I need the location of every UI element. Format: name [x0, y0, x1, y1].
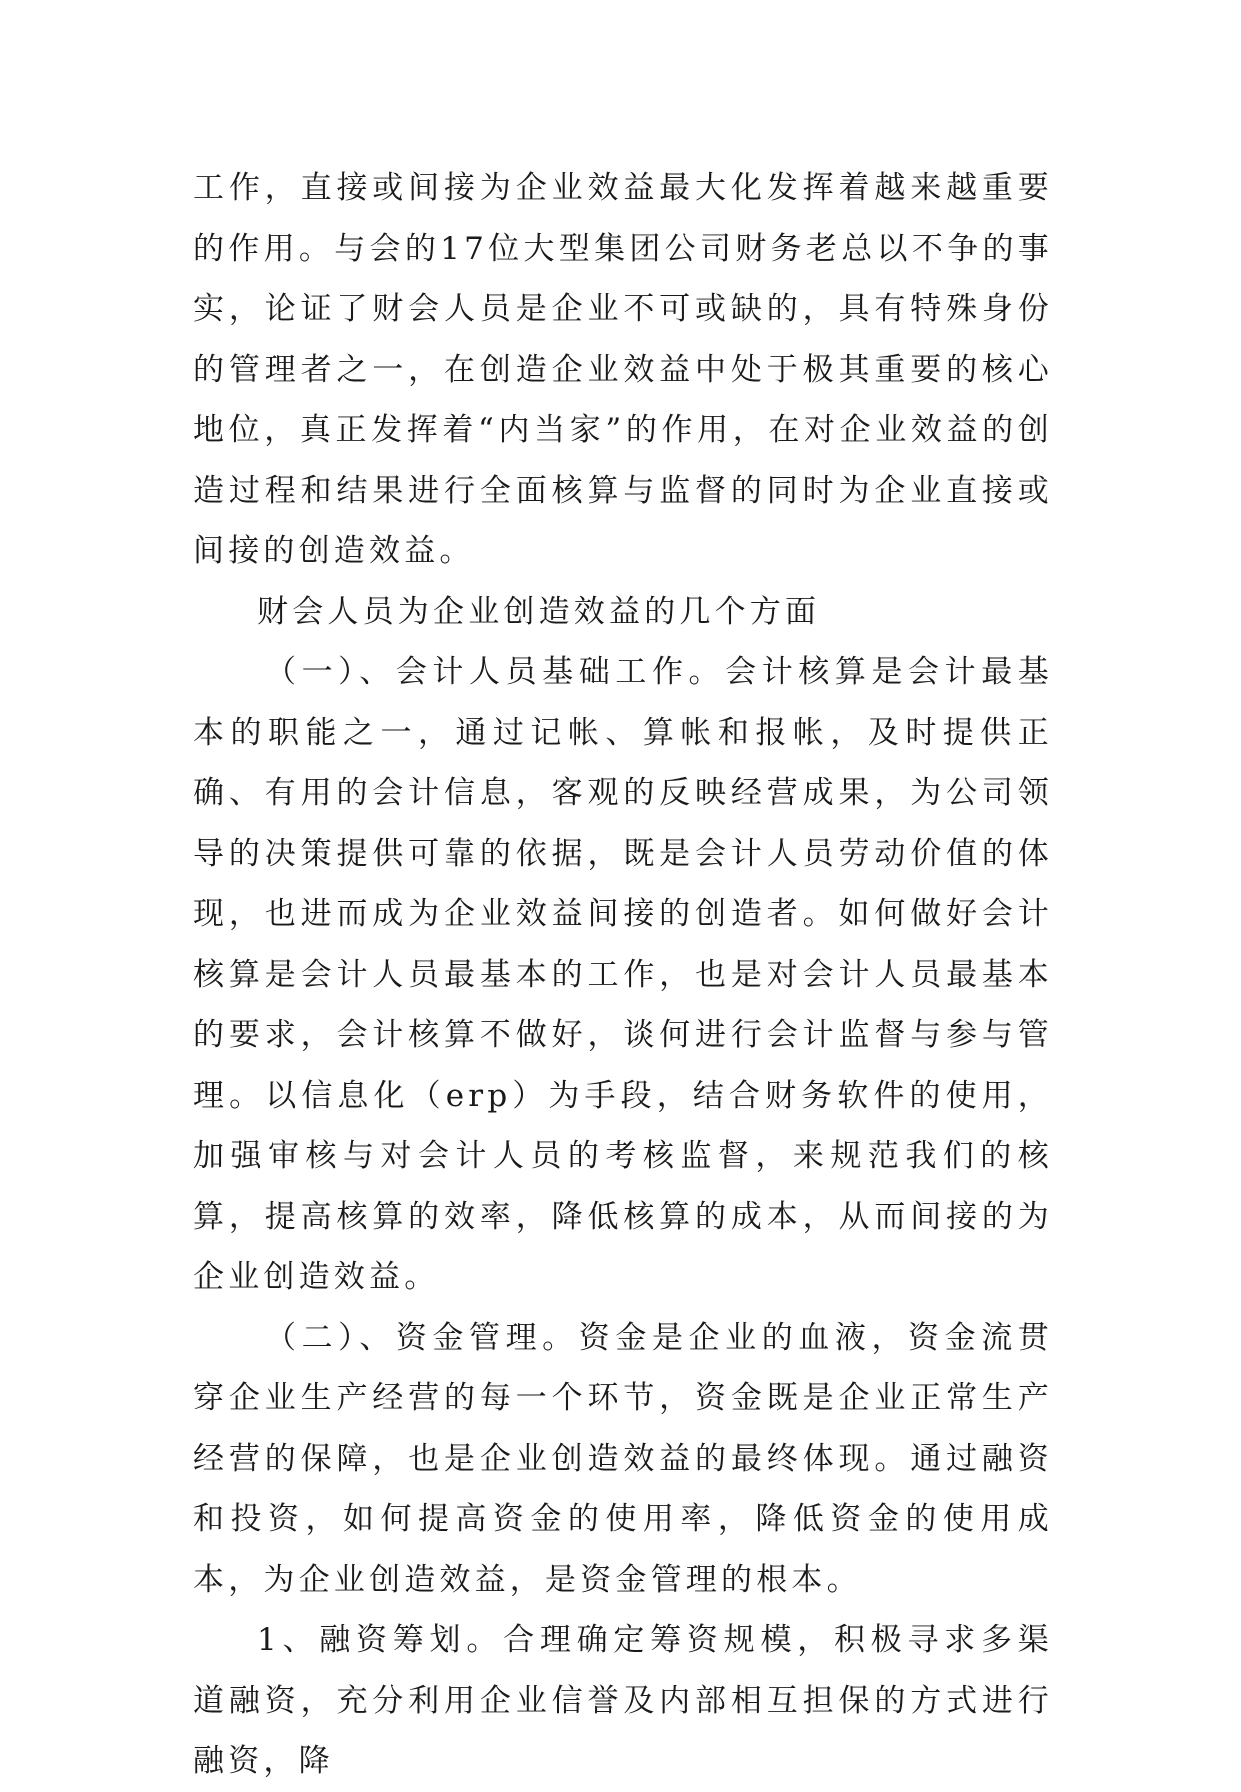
paragraph-fund-management: （二）、资金管理。资金是企业的血液，资金流贯穿企业生产经营的每一个环节，资金既是企业正常生产经营的保障，也是企业创造效益的最终体现。通过融资和投资，如何提高资金的使用率，降低资金的使用成本，为企业创造效益，是资金管理的根本。 [193, 1319, 1053, 1598]
paragraph-accounting-basics: （一）、会计人员基础工作。会计核算是会计最基本的职能之一，通过记帐、算帐和报帐，及时提供正确、有用的会计信息，客观的反映经营成果，为公司领导的决策提供可靠的依据，既是会计人员劳动价值的体现，也进而成为企业效益间接的创造者。如何做好会计核算是会计人员最基本的工作，也是对会计人员最基本的要求，会计核算不做好，谈何进行会计监督与参与管理。以信息化（erp）为手段，结合财务软件的使用，加强审核与对会计人员的考核监督，来规范我们的核算，提高核算的效率，降低核算的成本，从而间接的为企业创造效益。 [193, 654, 1053, 1295]
paragraph-financing-planning: 1、融资筹划。合理确定筹资规模，积极寻求多渠道融资，充分利用企业信誉及内部相互担保的方式进行融资，降 [193, 1622, 1053, 1779]
document-body [193, 158, 1053, 1792]
section-heading: 财会人员为企业创造效益的几个方面 [257, 593, 821, 630]
paragraph-intro: 工作，直接或间接为企业效益最大化发挥着越来越重要的作用。与会的17位大型集团公司财务老总以不争的事实，论证了财会人员是企业不可或缺的，具有特殊身份的管理者之一，在创造企业效益中处于极其重要的核心地位，真正发挥着“内当家”的作用，在对企业效益的创造过程和结果进行全面核算与监督的同时为企业直接或间接的创造效益。 [193, 170, 1053, 569]
